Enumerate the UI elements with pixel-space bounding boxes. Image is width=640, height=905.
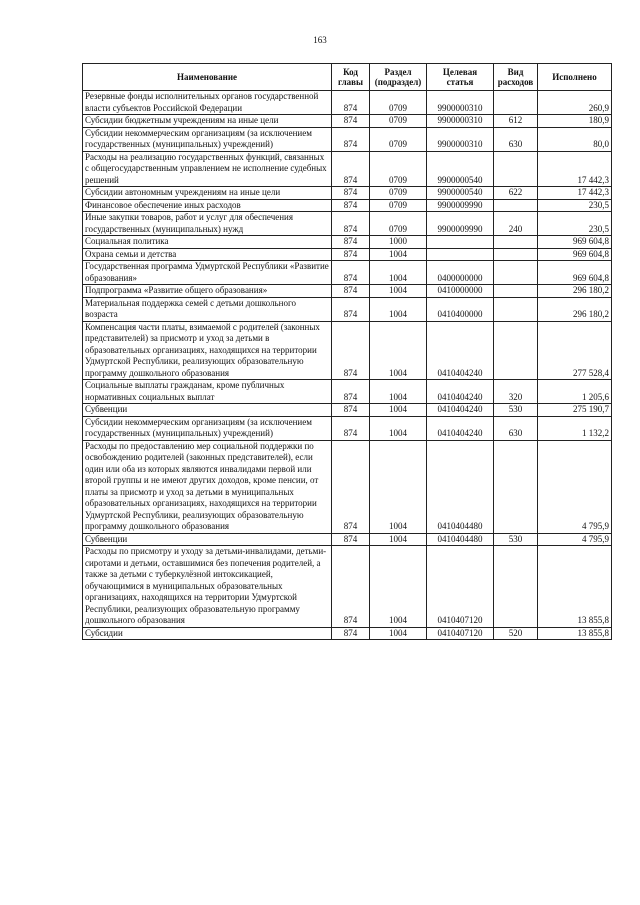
cell-executed: 296 180,2 [538, 297, 612, 321]
cell-executed: 1 205,6 [538, 380, 612, 404]
cell-section: 1004 [370, 404, 427, 417]
table-row [83, 440, 612, 533]
cell-executed: 80,0 [538, 127, 612, 151]
header-executed: Исполнено [538, 64, 612, 91]
cell-executed: 969 604,8 [538, 261, 612, 285]
cell-code: 874 [332, 187, 370, 200]
cell-name: Социальная политика [83, 236, 332, 249]
cell-target: 0410404240 [427, 404, 494, 417]
cell-target: 0410404480 [427, 440, 494, 533]
cell-code: 874 [332, 91, 370, 115]
cell-target: 0410404240 [427, 416, 494, 440]
table-row [83, 212, 612, 236]
cell-name: Материальная поддержка семей с детьми дошкольного возраста [83, 297, 332, 321]
cell-section: 1004 [370, 440, 427, 533]
table-row [83, 151, 612, 187]
cell-executed: 4 795,9 [538, 533, 612, 546]
cell-kind [494, 440, 538, 533]
cell-target [427, 248, 494, 261]
cell-code: 874 [332, 380, 370, 404]
table-row [83, 380, 612, 404]
table-row [83, 261, 612, 285]
cell-executed: 230,5 [538, 212, 612, 236]
cell-target: 0410404240 [427, 380, 494, 404]
cell-code: 874 [332, 404, 370, 417]
cell-name: Расходы на реализацию государственных функций, связанных с общегосударственным управлением не исполнение судебных решений [83, 151, 332, 187]
cell-kind [494, 248, 538, 261]
cell-code: 874 [332, 127, 370, 151]
cell-name: Подпрограмма «Развитие общего образования» [83, 285, 332, 298]
cell-target: 0410000000 [427, 285, 494, 298]
cell-name: Резервные фонды исполнительных органов государственной власти субъектов Российской Федерации [83, 91, 332, 115]
cell-name: Государственная программа Удмуртской Республики «Развитие образования» [83, 261, 332, 285]
cell-target: 0410404240 [427, 321, 494, 380]
cell-kind: 612 [494, 115, 538, 128]
cell-executed: 4 795,9 [538, 440, 612, 533]
table-row [83, 533, 612, 546]
cell-executed: 17 442,3 [538, 151, 612, 187]
table-row [83, 627, 612, 640]
cell-section: 1004 [370, 285, 427, 298]
cell-target: 9900000540 [427, 151, 494, 187]
cell-executed: 180,9 [538, 115, 612, 128]
cell-kind [494, 321, 538, 380]
cell-section: 0709 [370, 187, 427, 200]
cell-code: 874 [332, 199, 370, 212]
cell-section: 0709 [370, 115, 427, 128]
cell-code: 874 [332, 546, 370, 628]
cell-target [427, 236, 494, 249]
table-row [83, 115, 612, 128]
cell-name: Социальные выплаты гражданам, кроме публичных нормативных социальных выплат [83, 380, 332, 404]
cell-name: Субсидии [83, 627, 332, 640]
cell-code: 874 [332, 248, 370, 261]
cell-target: 0400000000 [427, 261, 494, 285]
cell-code: 874 [332, 212, 370, 236]
cell-name: Субвенции [83, 404, 332, 417]
page-number: 163 [313, 35, 327, 45]
cell-executed: 275 190,7 [538, 404, 612, 417]
table-row [83, 416, 612, 440]
cell-name: Субсидии некоммерческим организациям (за исключением государственных (муниципальных) учреждений) [83, 127, 332, 151]
cell-target: 0410400000 [427, 297, 494, 321]
cell-target: 9900000310 [427, 127, 494, 151]
cell-section: 1004 [370, 546, 427, 628]
cell-section: 0709 [370, 212, 427, 236]
header-section: Раздел (подраздел) [370, 64, 427, 91]
cell-section: 0709 [370, 151, 427, 187]
cell-code: 874 [332, 627, 370, 640]
cell-executed: 969 604,8 [538, 248, 612, 261]
cell-section: 1004 [370, 297, 427, 321]
cell-section: 1004 [370, 321, 427, 380]
cell-executed: 969 604,8 [538, 236, 612, 249]
cell-target: 9900009990 [427, 212, 494, 236]
cell-name: Компенсация части платы, взимаемой с родителей (законных представителей) за присмотр и уход за детьми в образовательных организациях, находящихся на территории Удмуртской Республики, реализующих образовательную программу дошкольного образования [83, 321, 332, 380]
cell-section: 0709 [370, 199, 427, 212]
cell-section: 1004 [370, 248, 427, 261]
budget-execution-table [82, 63, 612, 640]
cell-kind: 240 [494, 212, 538, 236]
cell-target: 0410407120 [427, 546, 494, 628]
cell-name: Субвенции [83, 533, 332, 546]
cell-executed: 13 855,8 [538, 546, 612, 628]
cell-target: 0410407120 [427, 627, 494, 640]
table-row [83, 187, 612, 200]
cell-code: 874 [332, 261, 370, 285]
cell-code: 874 [332, 236, 370, 249]
cell-kind [494, 151, 538, 187]
table-row [83, 91, 612, 115]
cell-kind: 622 [494, 187, 538, 200]
table-row [83, 321, 612, 380]
cell-executed: 1 132,2 [538, 416, 612, 440]
cell-code: 874 [332, 297, 370, 321]
cell-kind [494, 91, 538, 115]
cell-kind: 630 [494, 127, 538, 151]
cell-section: 1004 [370, 380, 427, 404]
cell-executed: 277 528,4 [538, 321, 612, 380]
cell-kind [494, 546, 538, 628]
cell-code: 874 [332, 321, 370, 380]
table-row [83, 546, 612, 628]
cell-kind: 630 [494, 416, 538, 440]
table-row [83, 404, 612, 417]
cell-code: 874 [332, 285, 370, 298]
cell-name: Расходы по присмотру и уходу за детьми-инвалидами, детьми-сиротами и детьми, оставшимися без попечения родителей, а также за детьми с туберкулёзной интоксикацией, обучающимися в муниципальных образовательных организациях, находящихся на территории Удмуртской Республики, реализующих образовательную программу дошкольного образования [83, 546, 332, 628]
cell-kind [494, 261, 538, 285]
cell-kind [494, 285, 538, 298]
cell-kind [494, 297, 538, 321]
cell-kind [494, 236, 538, 249]
cell-code: 874 [332, 115, 370, 128]
cell-code: 874 [332, 440, 370, 533]
cell-kind: 530 [494, 533, 538, 546]
table-row [83, 199, 612, 212]
cell-name: Иные закупки товаров, работ и услуг для обеспечения государственных (муниципальных) нужд [83, 212, 332, 236]
cell-section: 0709 [370, 127, 427, 151]
cell-section: 1004 [370, 533, 427, 546]
cell-code: 874 [332, 533, 370, 546]
cell-section: 1004 [370, 416, 427, 440]
cell-executed: 230,5 [538, 199, 612, 212]
header-name: Наименование [83, 64, 332, 91]
cell-target: 9900000540 [427, 187, 494, 200]
header-target: Целевая статья [427, 64, 494, 91]
cell-target: 9900009990 [427, 199, 494, 212]
cell-code: 874 [332, 416, 370, 440]
cell-section: 1004 [370, 261, 427, 285]
cell-code: 874 [332, 151, 370, 187]
header-kind: Вид расходов [494, 64, 538, 91]
cell-section: 0709 [370, 91, 427, 115]
table-row [83, 248, 612, 261]
cell-name: Финансовое обеспечение иных расходов [83, 199, 332, 212]
cell-section: 1000 [370, 236, 427, 249]
table-row [83, 127, 612, 151]
cell-kind [494, 199, 538, 212]
cell-name: Субсидии автономным учреждениям на иные цели [83, 187, 332, 200]
cell-name: Субсидии некоммерческим организациям (за исключением государственных (муниципальных) учреждений) [83, 416, 332, 440]
cell-target: 9900000310 [427, 91, 494, 115]
cell-section: 1004 [370, 627, 427, 640]
cell-executed: 260,9 [538, 91, 612, 115]
table-row [83, 236, 612, 249]
cell-name: Расходы по предоставлению мер социальной поддержки по освобождению родителей (законных представителей), если один или оба из которых являются инвалидами первой или второй группы и не имеют других доходов, кроме пенсии, от платы за присмотр и уход за детьми в муниципальных образовательных организациях, находящихся на территории Удмуртской Республики, реализующих образовательную программу дошкольного образования [83, 440, 332, 533]
cell-executed: 13 855,8 [538, 627, 612, 640]
table-row [83, 297, 612, 321]
cell-target: 0410404480 [427, 533, 494, 546]
table-row [83, 285, 612, 298]
cell-kind: 320 [494, 380, 538, 404]
table-header-row [83, 64, 612, 91]
cell-name: Охрана семьи и детства [83, 248, 332, 261]
cell-name: Субсидии бюджетным учреждениям на иные цели [83, 115, 332, 128]
cell-kind: 520 [494, 627, 538, 640]
header-code: Код главы [332, 64, 370, 91]
cell-executed: 296 180,2 [538, 285, 612, 298]
cell-target: 9900000310 [427, 115, 494, 128]
cell-kind: 530 [494, 404, 538, 417]
cell-executed: 17 442,3 [538, 187, 612, 200]
